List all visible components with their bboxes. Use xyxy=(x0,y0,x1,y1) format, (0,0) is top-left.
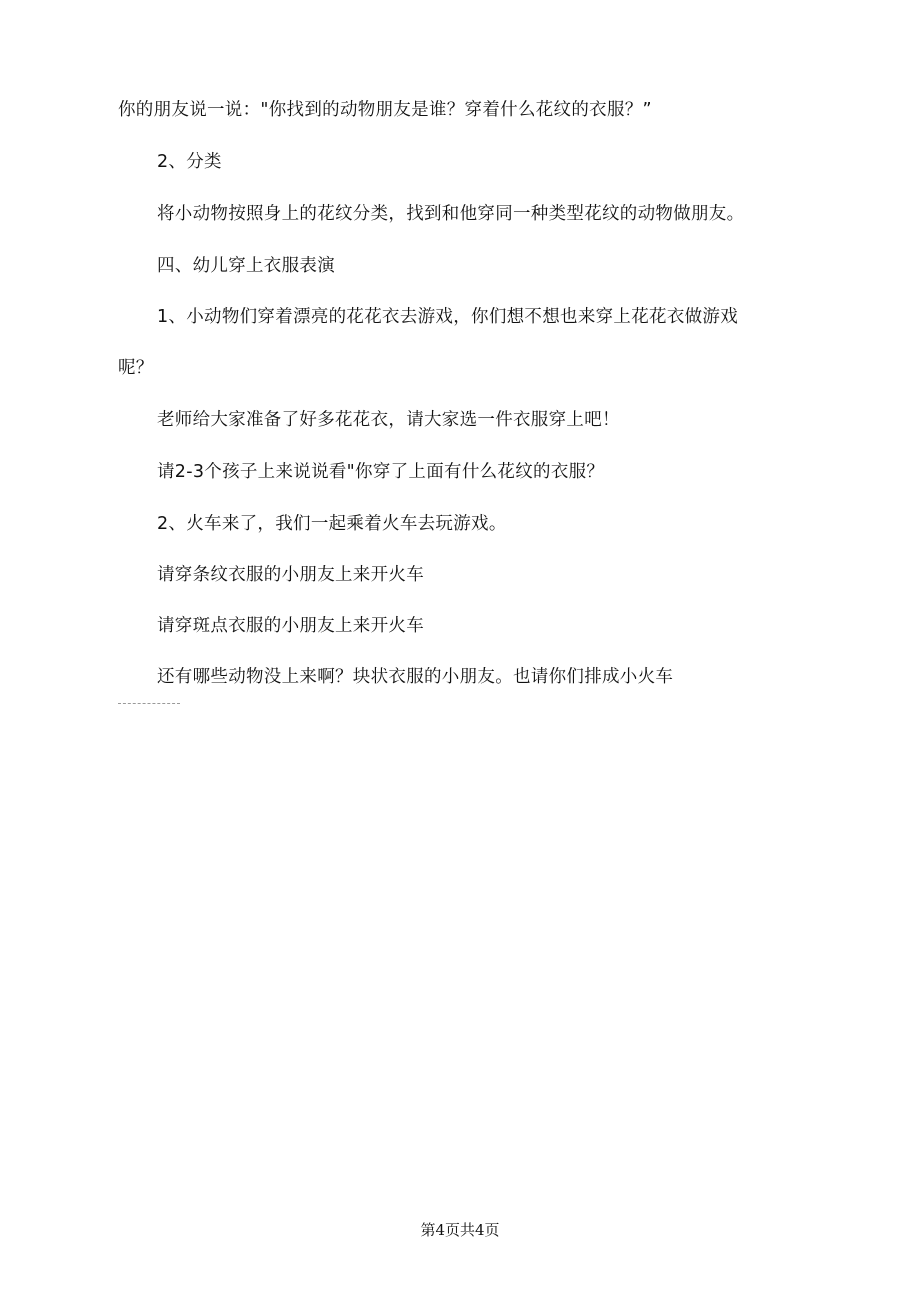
paragraph-line: 2、火车来了，我们一起乘着火车去玩游戏。 xyxy=(157,514,507,534)
paragraph-line: 请穿条纹衣服的小朋友上来开火车 xyxy=(157,565,424,585)
paragraph-line: 1、小动物们穿着漂亮的花花衣去游戏，你们想不想也来穿上花花衣做游戏 xyxy=(157,307,739,327)
paragraph-line: 请穿斑点衣服的小朋友上来开火车 xyxy=(157,616,424,636)
paragraph-line: 将小动物按照身上的花纹分类，找到和他穿同一种类型花纹的动物做朋友。 xyxy=(157,204,745,224)
divider-rule xyxy=(118,703,180,704)
paragraph-line: 呢？ xyxy=(118,358,154,378)
section-heading-classify: 2、分类 xyxy=(157,152,222,172)
section-heading-performance: 四、幼儿穿上衣服表演 xyxy=(157,256,335,276)
paragraph-line: 请2-3个孩子上来说说看"你穿了上面有什么花纹的衣服？ xyxy=(157,462,605,482)
page-number-footer: 第4页共4页 xyxy=(420,1221,500,1239)
paragraph-line: 还有哪些动物没上来啊？块状衣服的小朋友。也请你们排成小火车 xyxy=(157,667,674,687)
paragraph-line: 老师给大家准备了好多花花衣，请大家选一件衣服穿上吧！ xyxy=(157,410,620,430)
paragraph-line: 你的朋友说一说："你找到的动物朋友是谁？穿着什么花纹的衣服？” xyxy=(118,100,652,120)
